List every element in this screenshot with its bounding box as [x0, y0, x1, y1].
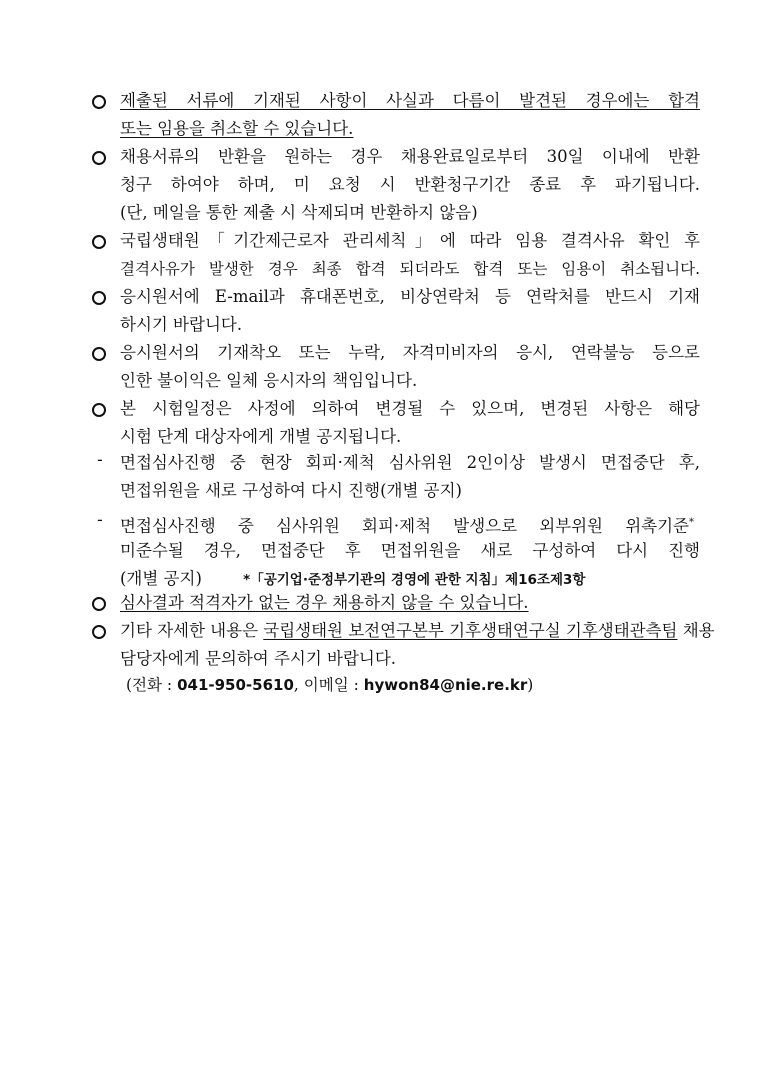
contact-team-link: 국립생태원 보전연구본부 기후생태연구실 기후생태관측팀: [263, 621, 678, 640]
item-line: 청구 하여야 하며, 미 요청 시 반환청구기간 종료 후 파기됩니다.: [120, 175, 700, 194]
item-line-text: (개별 공지): [120, 569, 202, 588]
item-line: 본 시험일정은 사정에 의하여 변경될 수 있으며, 변경된 사항은 해당: [120, 399, 700, 418]
item-line: [120, 566, 700, 593]
item-line: 담당자에게 문의하여 주시기 바랍니다.: [120, 649, 397, 668]
contact-line: [126, 672, 700, 698]
circle-bullet-icon: [92, 347, 106, 361]
email-address: hywon84@nie.re.kr: [363, 676, 528, 694]
footnote-mark: *: [689, 517, 694, 528]
circle-bullet-icon: [92, 95, 106, 109]
contact-open: (전화 :: [126, 676, 178, 694]
circle-bullet-icon: [92, 625, 106, 639]
item-line: 제출된 서류에 기재된 사항이 사실과 다름이 발견된 경우에는 합격: [120, 91, 700, 110]
item-line-text: 면접심사진행 중 심사위원 회피·제척 발생으로 외부위원 위촉기준: [120, 516, 689, 536]
item-line: 하시기 바랍니다.: [120, 315, 243, 334]
item-line: [120, 618, 715, 644]
contact-separator: , 이메일 :: [293, 676, 364, 694]
item-line: 채용서류의 반환을 원하는 경우 채용완료일로부터 30일 이내에 반환: [120, 147, 700, 166]
item-line: 또는 임용을 취소할 수 있습니다.: [120, 119, 354, 138]
item-line: 응시원서의 기재착오 또는 누락, 자격미비자의 응시, 연락불능 등으로: [120, 343, 700, 362]
item-line-text: 채용: [677, 621, 715, 640]
item-line: 미준수될 경우, 면접중단 후 면접위원을 새로 구성하여 다시 진행: [120, 541, 700, 560]
circle-bullet-icon: [92, 151, 106, 165]
contact-close: ): [527, 676, 534, 694]
item-line: 인한 불이익은 일체 응시자의 책임입니다.: [120, 371, 418, 390]
circle-bullet-icon: [92, 291, 106, 305]
item-line: 면접심사진행 중 현장 회피·제척 심사위원 2인이상 발생시 면접중단 후,: [120, 453, 700, 472]
item-line: (단, 메일을 통한 제출 시 삭제되며 반환하지 않음): [120, 203, 478, 222]
item-line: 국립생태원「기간제근로자 관리세칙」에 따라 임용 결격사유 확인 후: [120, 231, 700, 250]
circle-bullet-icon: [92, 235, 106, 249]
item-line: 심사결과 적격자가 없는 경우 채용하지 않을 수 있습니다.: [120, 593, 529, 612]
dash-bullet-icon: -: [97, 450, 103, 469]
item-line: [120, 510, 694, 540]
phone-number: 041-950-5610: [177, 676, 294, 694]
circle-bullet-icon: [92, 403, 106, 417]
item-line: 응시원서에 E-mail과 휴대폰번호, 비상연락처 등 연락처를 반드시 기재: [120, 287, 700, 306]
dash-bullet-icon: -: [97, 510, 103, 529]
item-line: 시험 단계 대상자에게 개별 공지됩니다.: [120, 427, 402, 446]
footnote-text: *「공기업·준정부기관의 경영에 관한 지침」제16조제3항: [243, 572, 586, 588]
item-line: 결격사유가 발생한 경우 최종 합격 되더라도 합격 또는 임용이 취소됩니다.: [120, 260, 700, 278]
item-line-text: 기타 자세한 내용은: [120, 621, 264, 640]
item-line: 면접위원을 새로 구성하여 다시 진행(개별 공지): [120, 481, 462, 500]
circle-bullet-icon: [92, 597, 106, 611]
